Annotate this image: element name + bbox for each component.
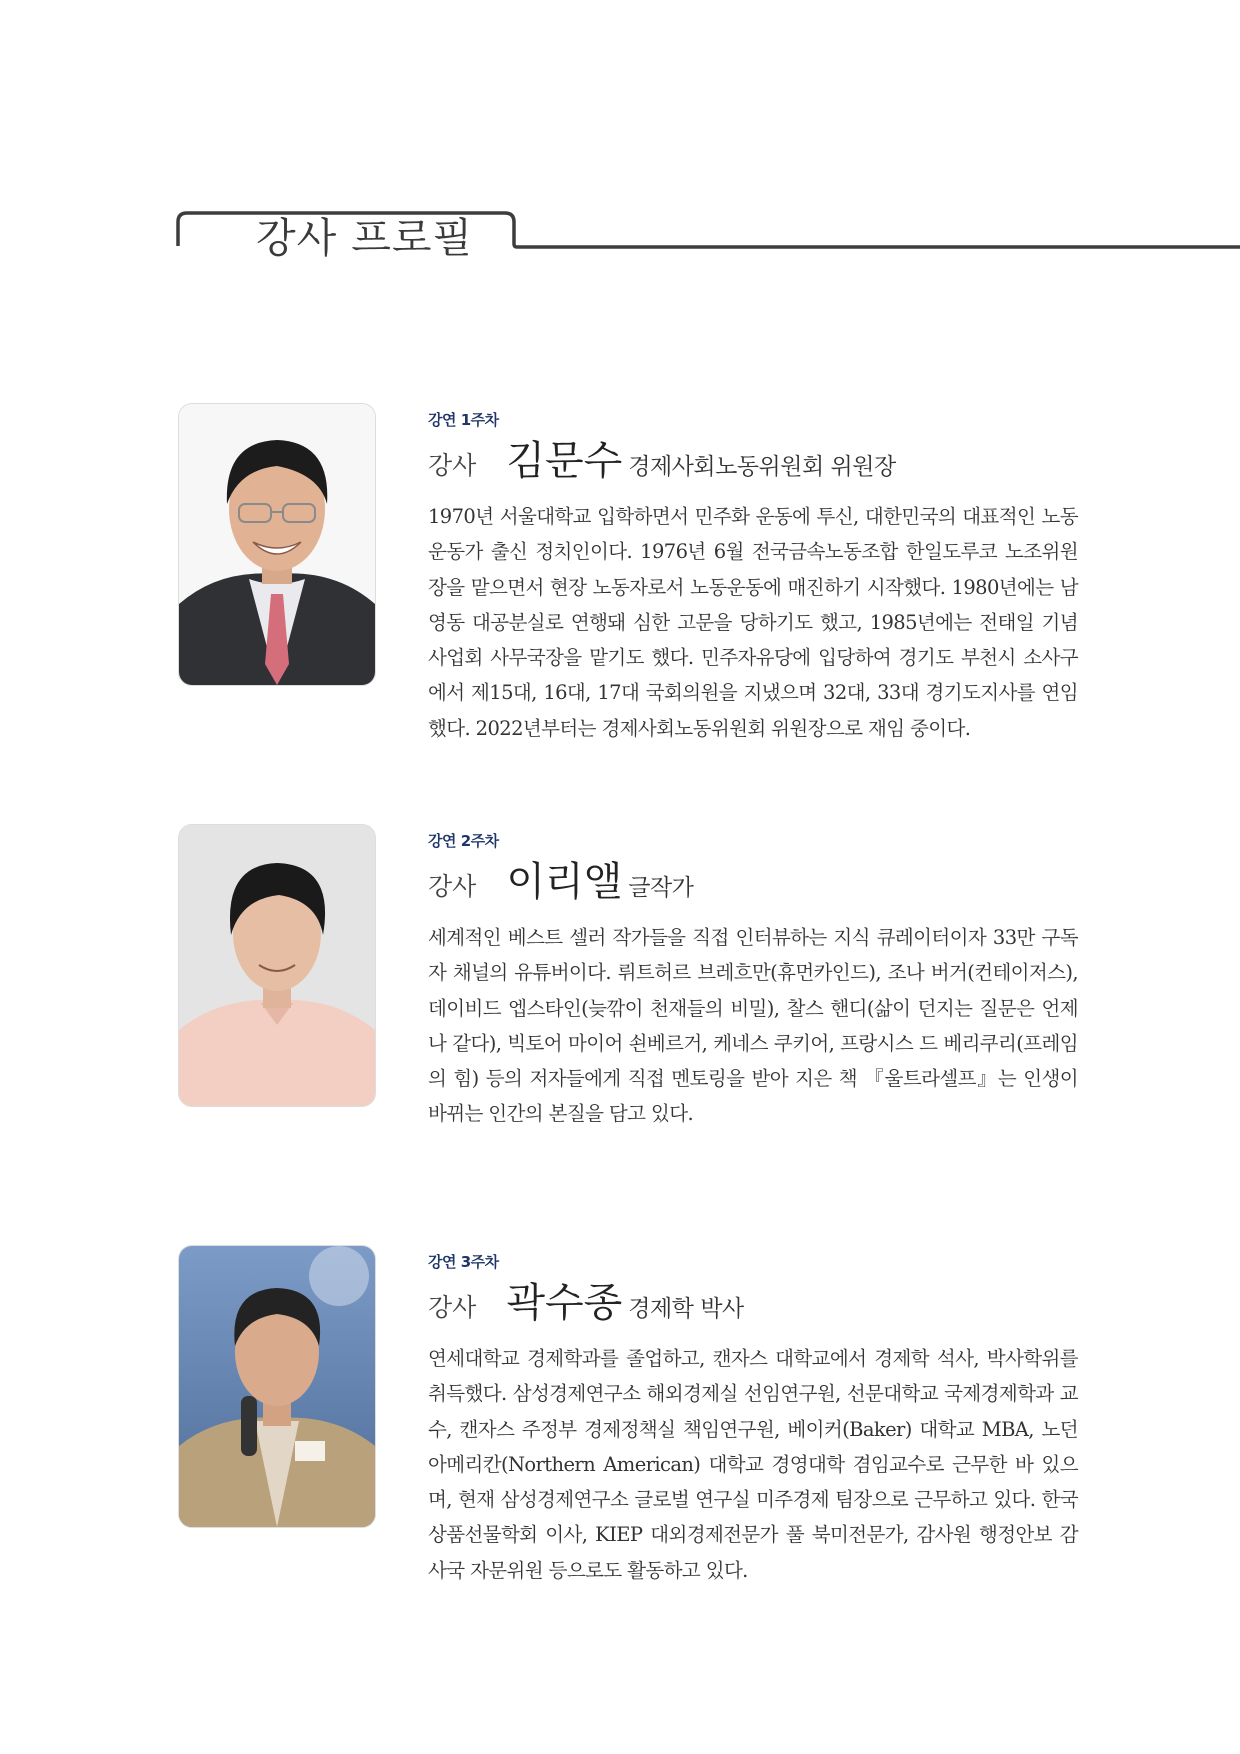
lecturer-photo bbox=[178, 1245, 376, 1528]
lecturer-bio: 세계적인 베스트 셀러 작가들을 직접 인터뷰하는 지식 큐레이터이자 33만 구독자 채널의 유튜버이다. 뤼트허르 브레흐만(휴먼카인드), 조나 버거(컨테이저스), 데이비드 엡스타인(늦깎이 천재들의 비밀), 찰스 핸디(삶이 던지는 질문은 언제나 같다), 빅토어 마이어 쇤베르거, 케네스 쿠키어, 프랑시스 드 베리쿠리(프레임의 힘) 등의 저자들에게 직접 멘토링을 받아 지은 책 『울트라셀프』는 인생이 바뀌는 인간의 본질을 담고 있다. bbox=[428, 926, 1078, 1126]
lecture-label: 강연 3주차 bbox=[428, 1253, 499, 1271]
lecture-label: 강연 2주차 bbox=[428, 832, 499, 850]
page-title: 강사 프로필 bbox=[256, 214, 474, 262]
page-header bbox=[0, 0, 1240, 260]
lecturer-bio: 1970년 서울대학교 입학하면서 민주화 운동에 투신, 대한민국의 대표적인 노동운동가 출신 정치인이다. 1976년 6월 전국금속노동조합 한일도루코 노조위원장을 맡으면서 현장 노동자로서 노동운동에 매진하기 시작했다. 1980년에는 남영동 대공분실로 연행돼 심한 고문을 당하기도 했고, 1985년에는 전태일 기념사업회 사무국장을 맡기도 했다. 민주자유당에 입당하여 경기도 부천시 소사구에서 제15대, 16대, 17대 국회의원을 지냈으며 32대, 33대 경기도지사를 연임했다. 2022년부터는 경제사회노동위원회 위원장으로 재임 중이다. bbox=[428, 505, 1078, 740]
role-prefix: 강사 bbox=[428, 872, 477, 901]
lecture-label: 강연 1주차 bbox=[428, 411, 499, 429]
lecturer-title: 경제학 박사 bbox=[628, 1296, 744, 1322]
lecturer-name: 곽수종 bbox=[506, 1280, 623, 1326]
lecturer-name-line bbox=[428, 438, 896, 484]
lecturer-title: 경제사회노동위원회 위원장 bbox=[628, 454, 896, 480]
lecturer-photo bbox=[178, 824, 376, 1107]
lecturer-name-line bbox=[428, 859, 694, 905]
lecturer-name-line bbox=[428, 1280, 744, 1326]
header-tab-frame bbox=[0, 0, 1240, 260]
lecturer-name: 이리앨 bbox=[506, 859, 623, 905]
role-prefix: 강사 bbox=[428, 451, 477, 480]
lecturer-title: 글작가 bbox=[628, 875, 694, 901]
lecturer-name: 김문수 bbox=[506, 438, 623, 484]
lecturer-bio: 연세대학교 경제학과를 졸업하고, 캔자스 대학교에서 경제학 석사, 박사학위를 취득했다. 삼성경제연구소 해외경제실 선임연구원, 선문대학교 국제경제학과 교수, 캔자스 주정부 경제정책실 책임연구원, 베이커(Baker) 대학교 MBA, 노던 아메리칸(Northern American) 대학교 경영대학 겸임교수로 근무한 바 있으며, 현재 삼성경제연구소 글로벌 연구실 미주경제 팀장으로 근무하고 있다. 한국 상품선물학회 이사, KIEP 대외경제전문가 풀 북미전문가, 감사원 행정안보 감사국 자문위원 등으로도 활동하고 있다. bbox=[428, 1347, 1078, 1582]
role-prefix: 강사 bbox=[428, 1293, 477, 1322]
lecturer-photo bbox=[178, 403, 376, 686]
